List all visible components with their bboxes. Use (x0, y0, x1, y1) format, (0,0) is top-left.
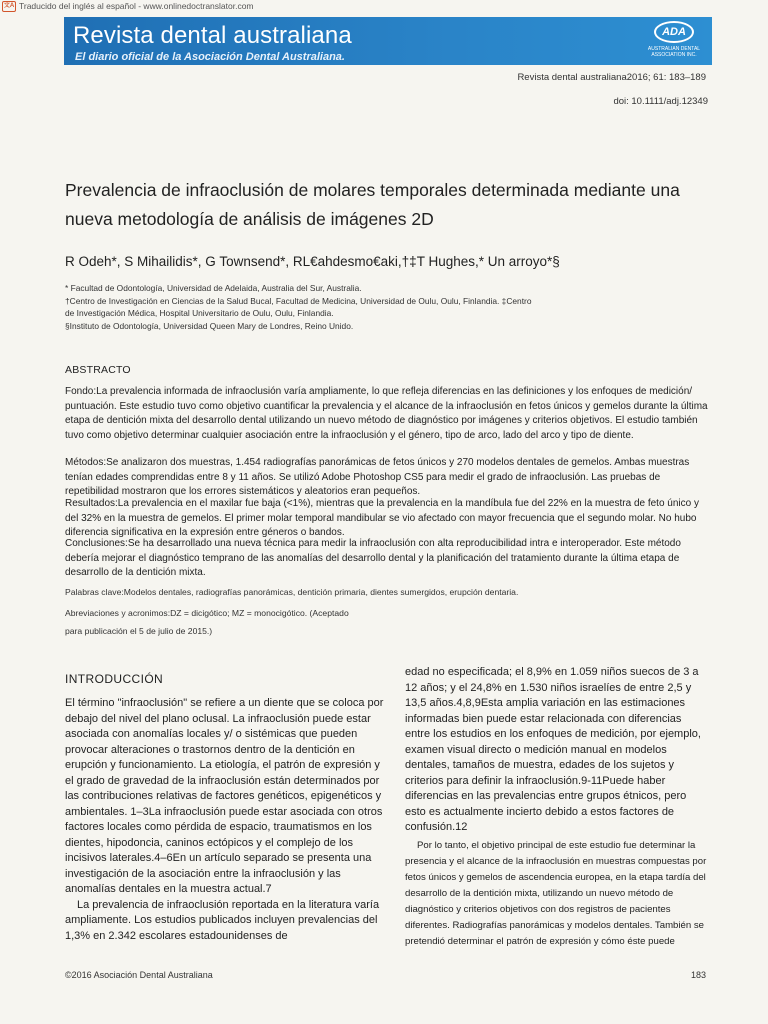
abstract-background: Fondo:La prevalencia informada de infraoclusión varía ampliamente, lo que refleja diferencias en las definiciones y los enfoques de medición/ puntuación. Este estudio tuvo como objetivo cuantificar la prevalencia y el alcance de la infraoclusión en fetos únicos y gemelos durante la última etapa de dentición mixta del desarrollo dental utilizando un nuevo método de diagnóstico por imágenes y criterios objetivos. El estudio también tuvo como objetivo determinar cualquier asociación entre la infraoclusión y el género, tipo de arco, lado del arco y tipo de diente. (65, 386, 708, 441)
journal-title: Revista dental australiana (73, 22, 352, 49)
intro-paragraph: edad no especificada; el 8,9% en 1.059 niños suecos de 3 a 12 años; y el 24,8% en 1.530 niños israelíes de entre 2,5 y 13,5 años.4,8,9Esta amplia variación en las estimaciones informadas bien puede estar relacionada con diferencias entre los estudios en los enfoques de medición, por ejemplo, examen visual directo o medición manual en modelos dentales, tamaños de muestra, edades de los sujetos y criterios para definir la infraoclusión.9-11Puede haber diferencias en las prevalencias entre grupos étnicos, pero esto es actualmente incierto debido a estos factores de confusión.12 (405, 666, 701, 833)
ada-logo-text: AUSTRALIAN DENTAL ASSOCIATION INC. (647, 46, 701, 58)
acceptance-date: para publicación el 5 de julio de 2015.) (65, 626, 213, 636)
abstract-methods: Métodos:Se analizaron dos muestras, 1.454 radiografías panorámicas de fetos únicos y 270 modelos dentales de gemelos. Ambas muestras tenían edades comprendidas entre 8 y 11 años. Se utilizó Adobe Photoshop CS5 para medir el grado de infraoclusión. Las pruebas de repetibilidad mostraron que los errores sistemáticos y aleatorios eran pequeños. (65, 457, 690, 497)
ada-logo-mark: ADA (654, 21, 694, 43)
abstract-heading: ABSTRACTO (65, 364, 131, 376)
affiliation-line: de Investigación Médica, Hospital Universitario de Oulu, Oulu, Finlandia. (65, 308, 334, 318)
ada-logo (642, 21, 706, 61)
keywords: Palabras clave:Modelos dentales, radiografías panorámicas, dentición primaria, dientes sumergidos, erupción dentaria. (65, 587, 519, 597)
affiliation-line: §Instituto de Odontología, Universidad Queen Mary de Londres, Reino Unido. (65, 320, 354, 331)
abstract-results: Resultados:La prevalencia en el maxilar fue baja (<1%), mientras que la prevalencia en la mandíbula fue del 22% en la muestra de feto único y del 32% en la muestra de gemelos. El primer molar temporal mandibular se vio afectado con mayor frecuencia que el segundo molar. No hubo diferencia significativa en la expresión entre géneros o bandos. (65, 498, 699, 538)
affiliation-line: †Centro de Investigación en Ciencias de la Salud Bucal, Facultad de Medicina, Universidad de Oulu, Oulu, Finlandia. ‡Centro (65, 295, 532, 306)
translate-icon: 文A (2, 1, 16, 12)
introduction-heading: INTRODUCCIÓN (65, 672, 164, 686)
journal-subtitle: El diario oficial de la Asociación Dental Australiana. (75, 51, 345, 63)
doi: doi: 10.1111/adj.12349 (613, 96, 708, 107)
translator-notice (2, 0, 254, 12)
intro-right-column-lower (405, 838, 708, 950)
intro-paragraph: La prevalencia de infraoclusión reportada en la literatura varía ampliamente. Los estudios publicados incluyen prevalencias del 1,3% en 2.342 escolares estadounidenses de (65, 898, 380, 942)
intro-right-column (405, 665, 708, 836)
translator-link[interactable]: Traducido del inglés al español - www.onlinedoctranslator.com (19, 1, 254, 11)
journal-citation: Revista dental australiana2016; 61: 183–189 (517, 72, 706, 83)
journal-banner (64, 17, 712, 65)
page-number: 183 (690, 970, 706, 980)
affiliations (65, 282, 685, 332)
abbreviations: Abreviaciones y acronimos:DZ = dicigótico; MZ = monocigótico. (Aceptado (65, 608, 349, 618)
authors: R Odeh*, S Mihailidis*, G Townsend*, RL€ahdesmo€aki,†‡T Hughes,* Un arroyo*§ (65, 254, 560, 269)
article-title: Prevalencia de infraoclusión de molares temporales determinada mediante una nueva metodología de análisis de imágenes 2D (65, 180, 680, 229)
footer-copyright: ©2016 Asociación Dental Australiana (65, 970, 213, 980)
intro-paragraph: El término "infraoclusión" se refiere a un diente que se coloca por debajo del nivel del plano oclusal. La infraoclusión puede estar asociada con anomalías locales y/ o sistémicas que pueden provocar alteraciones o trastornos dentro de la dentición en erupción y funcionamiento. La etiología, el patrón de expresión y el grado de gravedad de la infraoclusión están determinados por las contribuciones relativas de factores genéticos, epigenéticos y ambientales. 1–3La infraoclusión puede estar asociada con otros factores locales como pérdida de espacio, traumatismos en los dientes, hipodoncia, caninos ectópicos y el complejo de los incisivos laterales.4–6En un artículo separado se presenta una investigación de la asociación entre la infraoclusión y las anomalías dentales en la muestra actual.7 (65, 697, 384, 895)
intro-paragraph: Por lo tanto, el objetivo principal de este estudio fue determinar la presencia y el alcance de la infraoclusión en muestras compuestas por fetos únicos y gemelos de ascendencia europea, en la etapa tardía del desarrollo de la dentición mixta, utilizando un nuevo método de diagnóstico y criterios objetivos con dos registros de pacientes diferentes. Radiografías panorámicas y modelos dentales. También se pretendió determinar el patrón de expresión y cómo éste puede (405, 840, 707, 947)
affiliation-line: * Facultad de Odontología, Universidad de Adelaida, Australia del Sur, Australia. (65, 283, 362, 293)
intro-left-column (65, 696, 387, 944)
abstract-conclusions: Conclusiones:Se ha desarrollado una nueva técnica para medir la infraoclusión con alta reproducibilidad intra e interoperador. Este método debería mejorar el diagnóstico temprano de las anomalías del desarrollo dental y la planificación del tratamiento durante la última etapa de desarrollo de la dentición mixta. (65, 538, 681, 578)
